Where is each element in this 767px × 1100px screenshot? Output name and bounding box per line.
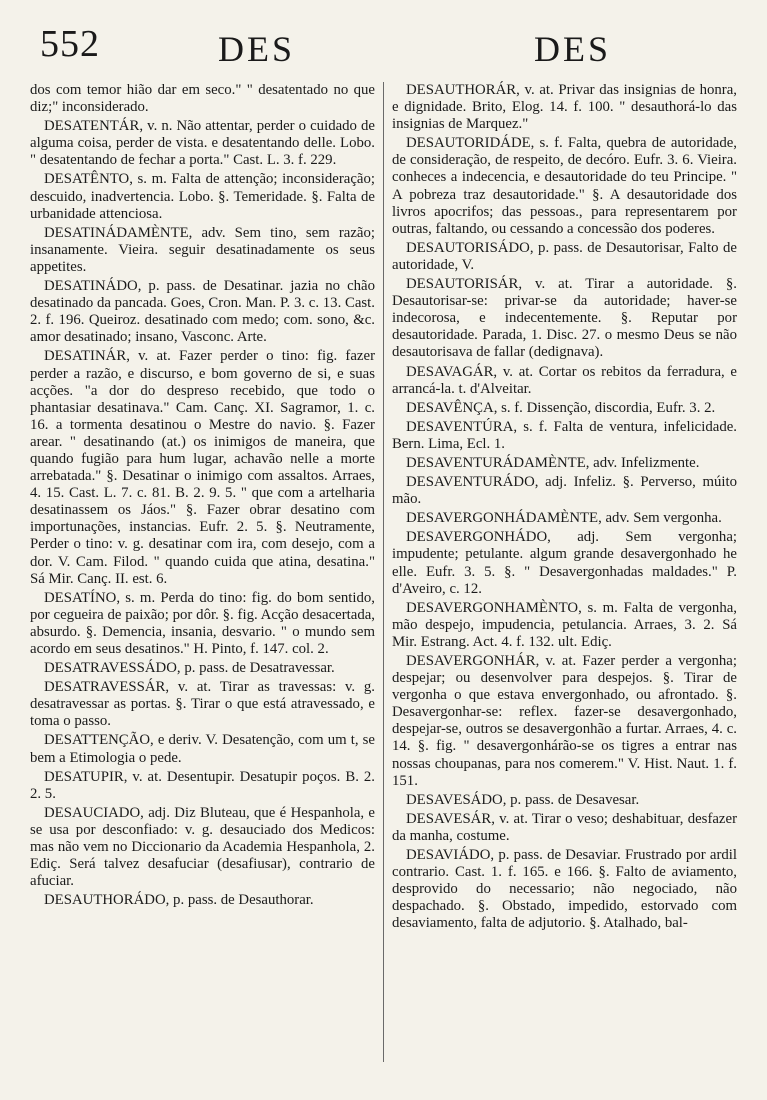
dictionary-entry: DESATRAVESSÁR, v. at. Tirar as travessas: v. g. desatravessar as portas. §. Tirar o que está atravessado, e toma o passo. (30, 679, 375, 730)
dictionary-entry: DESATENTÁR, v. n. Não attentar, perder o cuidado de alguma coisa, perder de vista. e desatentando delle. Lobo. " desatentando de fechar a porta." Cast. L. 3. f. 229. (30, 118, 375, 169)
dictionary-entry: DESATUPIR, v. at. Desentupir. Desatupir poços. B. 2. 2. 5. (30, 768, 375, 802)
dictionary-entry: DESAVESÁR, v. at. Tirar o veso; deshabituar, desfazer da manha, costume. (392, 810, 737, 844)
dictionary-entry: DESAVESÁDO, p. pass. de Desavesar. (406, 791, 640, 808)
dictionary-entry: DESAVIÁDO, p. pass. de Desaviar. Frustrado por ardil contrario. Cast. 1. f. 165. e 166. §. Falto de aviamento, desprovido do necessario; não negociado, não despachado. §. Obstado, impedido, estorvado com desaviamento, falta de adjutorio. §. Atalhado, bal- (392, 847, 737, 932)
dictionary-entry: DESATRAVESSÁDO, p. pass. de Desatravessar. (44, 660, 335, 677)
dictionary-entry: DESAVENTÚRA, s. f. Falta de ventura, infelicidade. Bern. Lima, Ecl. 1. (392, 418, 737, 452)
dictionary-entry: DESAUTHORÁR, v. at. Privar das insignias de honra, e dignidade. Brito, Elog. 14. f. 100. " desauthorá-lo das insignias de Marquez." (392, 82, 737, 133)
dictionary-entry: DESAVERGONHAMÈNTO, s. m. Falta de vergonha, mão despejo, impudencia, petulancia. Arraes, 3. 2. Sá Mir. Estrang. Act. 4. f. 132. ult. Ediç. (392, 599, 737, 650)
dictionary-entry: DESAUTORIDÁDE, s. f. Falta, quebra de autoridade, de consideração, de respeito, de decóro. Eufr. 3. 6. Vieira. conheces a indecencia, e desautoridade do teu Principe. " A pobreza traz desautoridade." §. A desautoridade dos livros apocrifos; das pessoas., para representarem por outras, faltando, ou cessando a concessão dos poderes. (392, 135, 737, 237)
dictionary-entry: DESAVERGONHÁDAMÈNTE, adv. Sem vergonha. (406, 510, 722, 527)
right-column (392, 82, 737, 935)
dictionary-entry: dos com temor hião dar em seco." " desatentado no que diz;" inconsiderado. (30, 82, 375, 116)
dictionary-entry: DESAUTORISÁR, v. at. Tirar a autoridade. §. Desautorisar-se: privar-se da autoridade; haver-se indecorosa, e indecentemente. §. Reputar por desautoridade. Parada, 1. Disc. 27. o mesmo Deus se não desautorisava de fallar (dedignava). (392, 276, 737, 361)
dictionary-entry: DESAUTORISÁDO, p. pass. de Desautorisar, Falto de autoridade, V. (392, 239, 737, 273)
dictionary-entry: DESAVAGÁR, v. at. Cortar os rebitos da ferradura, e arrancá-la. t. d'Alveitar. (392, 363, 737, 397)
dictionary-entry: DESAUCIADO, adj. Diz Bluteau, que é Hespanhola, e se usa por desconfiado: v. g. desauciado dos Medicos: mas não vem no Diccionario da Academia Hespanhola, 2. Ediç. Será talvez desafuciar (desafiusar), contrario de afuciar. (30, 804, 375, 890)
dictionary-entry: DESAVENTURÁDAMÈNTE, adv. Infelizmente. (406, 454, 700, 471)
dictionary-entry: DESATÊNTO, s. m. Falta de attenção; inconsideração; descuido, inadvertencia. Lobo. §. Temeridade. §. Falta de urbanidade attenciosa. (30, 171, 375, 222)
left-column (30, 82, 375, 911)
dictionary-entry: DESAVERGONHÁR, v. at. Fazer perder a vergonha; despejar; ou desenvolver para despejos. §. Tirar de vergonha o que estava envergonhado, ou afrontado. §. Desavergonhar-se: reflex. fazer-se desavergonhado, despejar-se, outros se desavergonhão a furtar. Arraes, 4. c. 14. §. fig. " desavergonhárão-se os tigres a entrar nas nossas choupanas, para nos comerem." V. Hist. Naut. 1. f. 151. (392, 653, 737, 789)
dictionary-entry: DESAVENTURÁDO, adj. Infeliz. §. Perverso, múito mão. (392, 474, 737, 508)
right-running-head: DES (534, 29, 612, 69)
dictionary-entry: DESATINÁDO, p. pass. de Desatinar. jazia no chão desatinado da pancada. Goes, Cron. Man. P. 3. c. 13. Cast. 2. f. 196. Queiroz. desatinado com medo; com. sono, &c. amor desatinado; insano, Vasconc. Arte. (30, 278, 375, 346)
dictionary-entry: DESAUTHORÁDO, p. pass. de Desauthorar. (44, 892, 314, 909)
dictionary-entry: DESAVÊNÇA, s. f. Dissenção, discordia, Eufr. 3. 2. (406, 399, 716, 416)
dictionary-entry: DESATINÁR, v. at. Fazer perder o tino: fig. fazer perder a razão, e discurso, e bom governo de si, e suas acções. "a dor do despreso recebido, que todo o phantasiar desatinava." Cam. Canç. XI. Sagramor, 1. c. 16. a tormenta desatinou o Mestre do navio. §. Fazer arear. " desatinando (at.) os inimigos de maneira, que quando fugião para hum lugar, achavão nelle a morte arrebatada." §. Desatinar o inimigo com assaltos. Arraes, 4. 15. Cast. L. 7. c. 81. B. 2. 9. 5. " que com a artelharia desatinassem os Jáos." §. Fazer obrar desatino com importunações, instancias. Eufr. 2. 5. §. Neutramente, Perder o tino: v. g. desatinar com ira, com desejo, com a dor. V. Cam. Filod. " quando cuida que atina, desatina." Sá Mir. Canç. II. est. 6. (30, 348, 375, 587)
left-running-head: DES (218, 29, 296, 69)
page-number: 552 (40, 23, 100, 65)
dictionary-entry: DESAVERGONHÁDO, adj. Sem vergonha; impudente; petulante. algum grande desavergonhado he elle. Eufr. 3. 5. §. " Desavergonhadas maldades." P. d'Aveiro, c. 12. (392, 529, 737, 597)
dictionary-entry: DESATTENÇÃO, e deriv. V. Desatenção, com um t, se bem a Etimologia o pede. (30, 732, 375, 766)
dictionary-entry: DESATINÁDAMÈNTE, adv. Sem tino, sem razão; insanamente. Vieira. seguir desatinadamente os seus appetites. (30, 224, 375, 275)
dictionary-entry: DESATÍNO, s. m. Perda do tino: fig. do bom sentido, por ceguеira de paixão; por dôr. §. fig. Acção desacertada, absurdo. §. Demencia, insania, desvario. " o mundo sem acordo em seus desatinos." H. Pinto, f. 147. col. 2. (30, 589, 375, 657)
column-divider (383, 82, 384, 1062)
